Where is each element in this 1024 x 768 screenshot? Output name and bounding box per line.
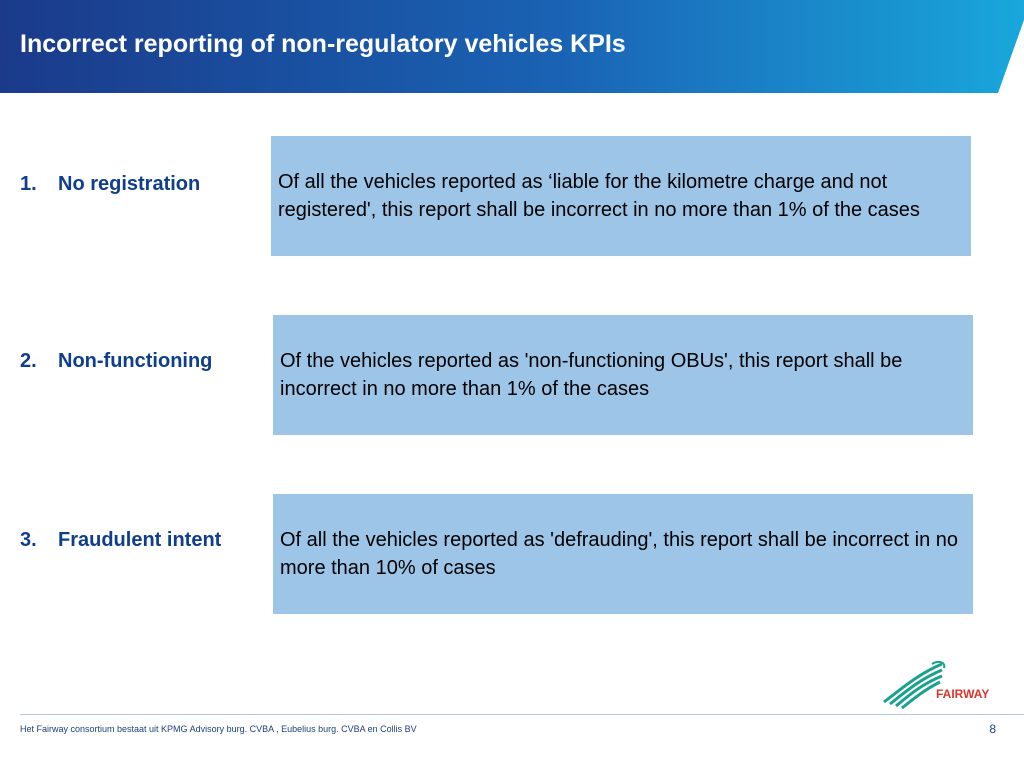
footer-text: Het Fairway consortium bestaat uit KPMG Advisory burg. CVBA , Eubelius burg. CVBA en Collis BV	[20, 724, 417, 734]
page-number: 8	[989, 722, 996, 736]
kpi-label-text: No registration	[58, 173, 201, 195]
kpi-description: Of all the vehicles reported as ‘liable for the kilometre charge and not registered', this report shall be incorrect in no more than 1% of the cases	[278, 171, 920, 221]
kpi-description-box	[271, 136, 971, 256]
logo-text: FAIRWAY	[936, 687, 990, 701]
kpi-description-box	[273, 494, 973, 614]
kpi-number: 2.	[20, 350, 37, 372]
kpi-number: 1.	[20, 173, 37, 195]
kpi-description-box	[273, 315, 973, 435]
kpi-label-non-functioning	[20, 350, 212, 373]
footer-divider	[20, 714, 1024, 715]
kpi-label-no-registration	[20, 173, 200, 196]
fairway-logo	[880, 660, 990, 710]
kpi-description: Of all the vehicles reported as 'defrauding', this report shall be incorrect in no more than 10% of cases	[280, 529, 958, 579]
kpi-label-fraudulent-intent	[20, 529, 221, 552]
kpi-label-text: Non-functioning	[58, 350, 213, 372]
page-title: Incorrect reporting of non-regulatory vehicles KPIs	[20, 30, 626, 58]
kpi-description: Of the vehicles reported as 'non-functioning OBUs', this report shall be incorrect in no more than 1% of the cases	[280, 350, 903, 400]
header-banner	[0, 0, 1024, 93]
kpi-number: 3.	[20, 529, 37, 551]
kpi-label-text: Fraudulent intent	[58, 529, 222, 551]
